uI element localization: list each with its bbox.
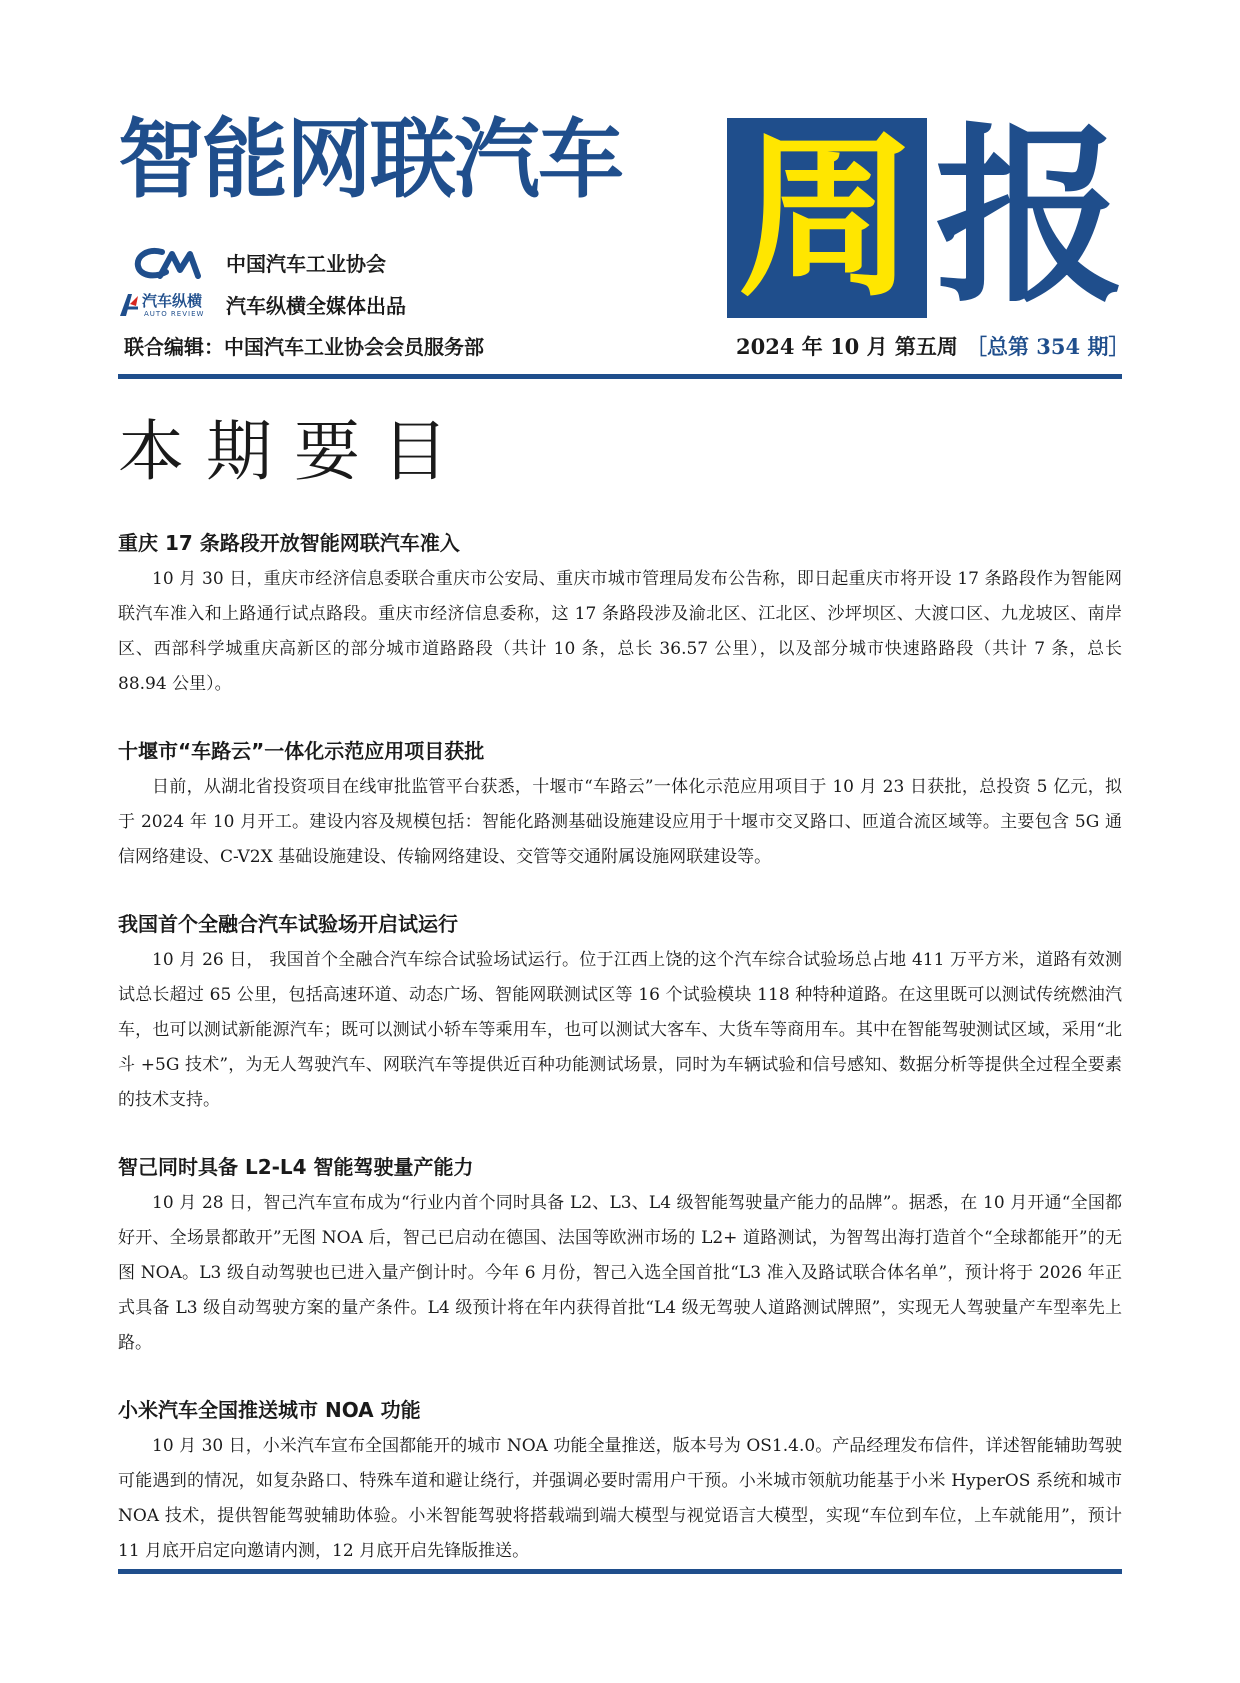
top-divider [118,374,1122,379]
joint-editor: 联合编辑：中国汽车工业协会会员服务部 [124,335,484,359]
auto-review-logo-cn: 汽车纵横 [142,292,203,310]
article-headline: 小米汽车全国推送城市 NOA 功能 [118,1398,421,1422]
article-headline: 智己同时具备 L2-L4 智能驾驶量产能力 [118,1155,474,1179]
auto-review-logo [118,292,218,322]
article-item [118,528,1122,702]
org-auto-review: 汽车纵横全媒体出品 [226,294,406,318]
article-item [118,1152,1122,1361]
article-list [118,528,1122,1603]
article-body: 10 月 28 日，智己汽车宣布成为“行业内首个同时具备 L2、L3、L4 级智能驾驶量产能力的品牌”。据悉，在 10 月开通“全国都好开、全场景都敢开”无图 NOA 后，智己已启动在德国、法国等欧洲市场的 L2+ 道路测试，为智驾出海打造首个“全球都能开”的无图 NOA。L3 级自动驾驶也已进入量产倒计时。今年 6 月份，智己入选全国首批“L3 准入及路试联合体名单”，预计将于 2026 年正式具备 L3 级自动驾驶方案的量产条件。L4 级预计将在年内获得首批“L4 级无驾驶人道路测试牌照”，实现无人驾驶量产车型率先上路。 [118,1193,1122,1353]
auto-review-logo-en: AUTO REVIEW [144,310,205,318]
article-headline: 重庆 17 条路段开放智能网联汽车准入 [118,531,460,555]
zhou-badge [727,114,927,321]
bottom-divider [118,1569,1122,1574]
org-caam: 中国汽车工业协会 [226,252,386,276]
bao-character: 报 [934,107,1125,328]
issue-total: ［总第 354 期］ [966,334,1130,359]
auto-review-mark-icon [118,292,140,318]
article-item [118,909,1122,1118]
article-body: 10 月 26 日， 我国首个全融合汽车综合试验场试运行。位于江西上饶的这个汽车综合试验场总占地 411 万平方米，道路有效测试总长超过 65 公里，包括高速环道、动态广场、智能网联测试区等 16 个试验模块 118 种特种道路。在这里既可以测试传统燃油汽车，也可以测试新能源汽车；既可以测试小轿车等乘用车，也可以测试大客车、大货车等商用车。其中在智能驾驶测试区域，采用“北斗 +5G 技术”，为无人驾驶汽车、网联汽车等提供近百种功能测试场景，同时为车辆试验和信号感知、数据分析等提供全过程全要素的技术支持。 [118,950,1122,1110]
article-body: 10 月 30 日，小米汽车宣布全国都能开的城市 NOA 功能全量推送，版本号为 OS1.4.0。产品经理发布信件，详述智能辅助驾驶可能遇到的情况，如复杂路口、特殊车道和避让绕行，并强调必要时需用户干预。小米城市领航功能基于小米 HyperOS 系统和城市 NOA 技术，提供智能驾驶辅助体验。小米智能驾驶将搭载端到端大模型与视觉语言大模型，实现“车位到车位，上车就能用”，预计 11 月底开启定向邀请内测，12 月底开启先锋版推送。 [118,1436,1122,1561]
section-title: 本期要目 [118,413,470,490]
caam-logo-icon [132,246,204,282]
article-item [118,736,1122,875]
masthead-title: 智能网联汽车 [118,110,622,210]
article-body: 日前，从湖北省投资项目在线审批监管平台获悉，十堰市“车路云”一体化示范应用项目于 10 月 23 日获批，总投资 5 亿元，拟于 2024 年 10 月开工。建设内容及规模包括：智能化路测基础设施建设应用于十堰市交叉路口、匝道合流区域等。主要包含 5G 通信网络建设、C-V2X 基础设施建设、传输网络建设、交管等交通附属设施网联建设等。 [118,777,1122,867]
zhou-character: 周 [738,114,916,321]
article-item [118,1395,1122,1569]
article-headline: 十堰市“车路云”一体化示范应用项目获批 [118,739,485,763]
issue-date: 2024 年 10 月 第五周 [736,334,958,359]
article-body: 10 月 30 日，重庆市经济信息委联合重庆市公安局、重庆市城市管理局发布公告称，即日起重庆市将开设 17 条路段作为智能网联汽车准入和上路通行试点路段。重庆市经济信息委称，这 17 条路段涉及渝北区、江北区、沙坪坝区、大渡口区、九龙坡区、南岸区、西部科学城重庆高新区的部分城市道路路段（共计 10 条，总长 36.57 公里），以及部分城市快速路路段（共计 7 条，总长 88.94 公里）。 [118,569,1122,694]
article-headline: 我国首个全融合汽车试验场开启试运行 [118,912,458,936]
